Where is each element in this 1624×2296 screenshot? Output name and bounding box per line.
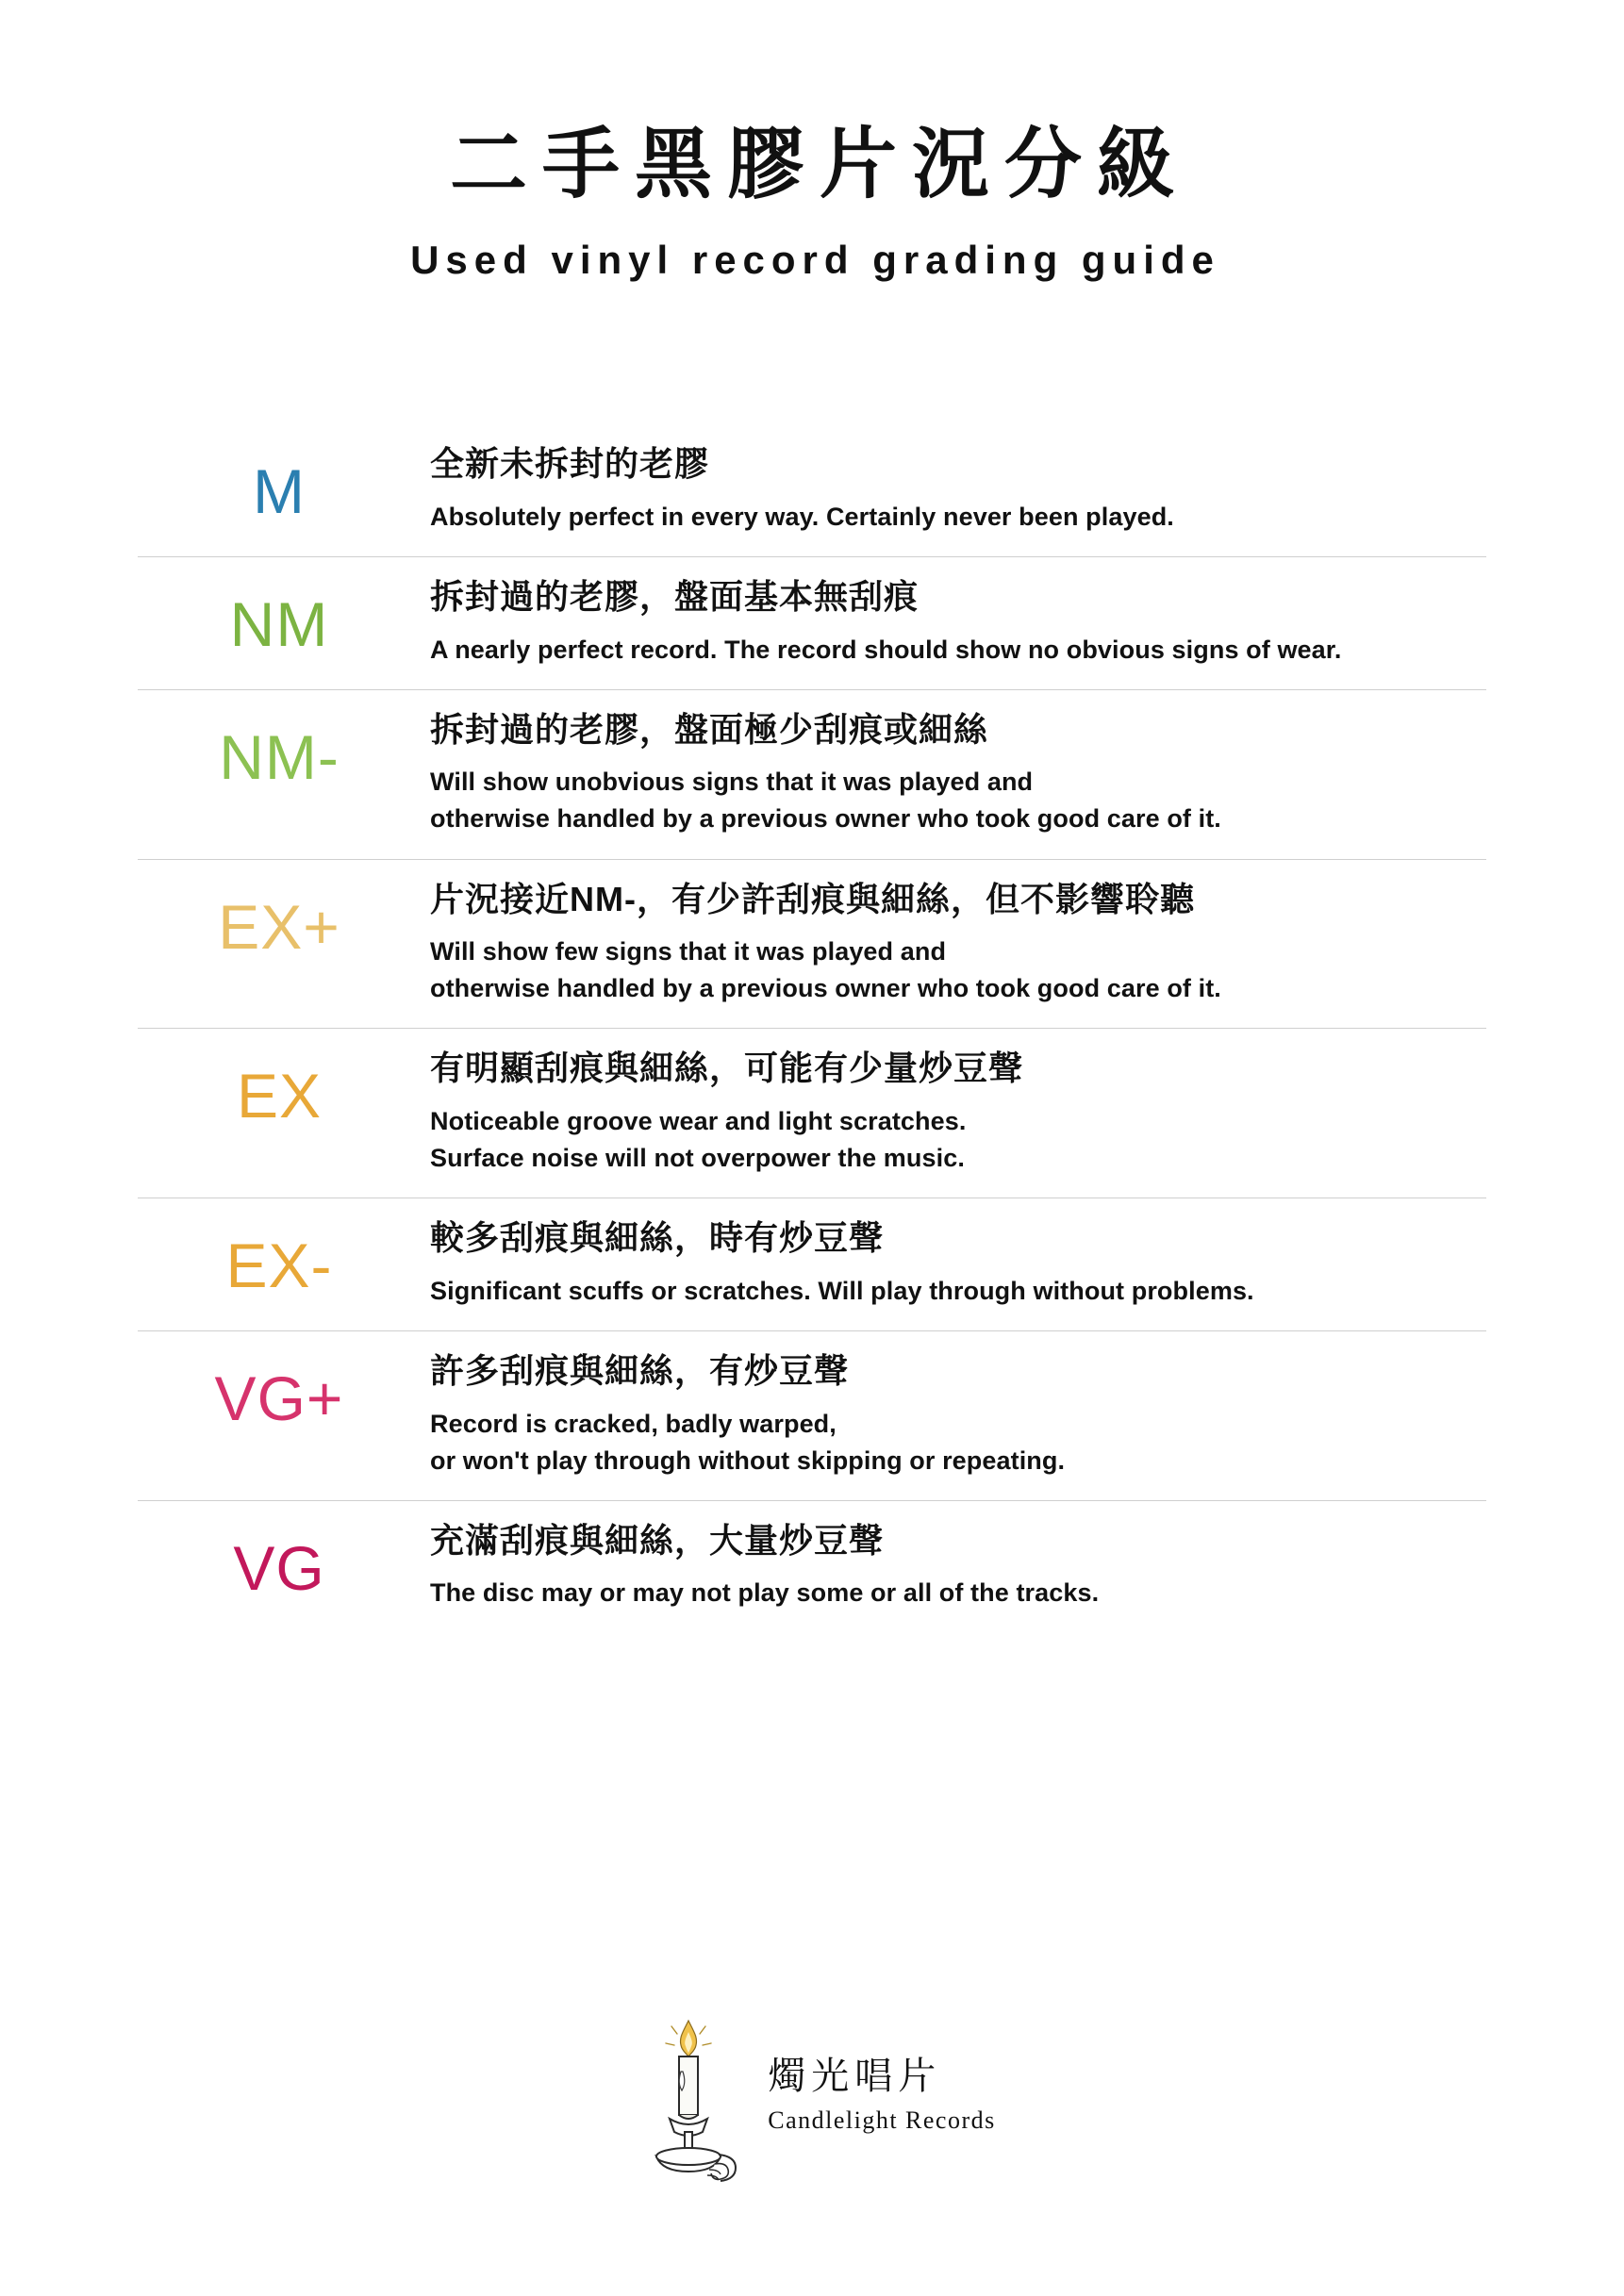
grade-row — [138, 1331, 1486, 1501]
grade-description-en — [430, 1406, 1477, 1479]
page-footer — [0, 2013, 1624, 2192]
grade-description — [421, 1046, 1486, 1177]
grade-code: VG — [233, 1532, 325, 1603]
grade-description-en — [430, 499, 1477, 536]
page-title-zh: 二手黑膠片況分級 — [449, 122, 1189, 207]
page-header — [0, 0, 1624, 283]
grade-description-en-line: Absolutely perfect in every way. Certainly never been played. — [430, 502, 1174, 531]
grade-code: M — [253, 456, 306, 527]
grade-description — [421, 441, 1486, 536]
brand-name-en: Candlelight Records — [768, 2106, 996, 2134]
grade-description-en-line: Significant scuffs or scratches. Will play through without problems. — [430, 1276, 1254, 1305]
grade-description — [421, 877, 1486, 1008]
grade-description-en-line: otherwise handled by a previous owner who took good care of it. — [430, 804, 1221, 834]
grade-description-en-line: otherwise handled by a previous owner who took good care of it. — [430, 974, 1221, 1003]
grade-description-zh: 拆封過的老膠，盤面基本無刮痕 — [430, 576, 920, 616]
grade-description-zh: 充滿刮痕與細絲，大量炒豆聲 — [430, 1520, 885, 1560]
grade-row — [138, 1501, 1486, 1633]
grade-row — [138, 557, 1486, 690]
grade-code: VG+ — [214, 1363, 344, 1434]
brand-name-zh: 燭光唱片 — [768, 2056, 942, 2097]
grades-list — [138, 424, 1486, 1632]
grade-description-en-line: Will show few signs that it was played and — [430, 937, 947, 966]
grade-description-en-line: Noticeable groove wear and light scratches. — [430, 1107, 967, 1135]
grade-description-en-line: Surface noise will not overpower the music. — [430, 1144, 965, 1173]
grade-description-zh: 有明顯刮痕與細絲，可能有少量炒豆聲 — [430, 1049, 1024, 1088]
grade-code: NM — [229, 588, 329, 659]
grade-description-zh: 片況接近NM-，有少許刮痕與細絲，但不影響聆聽 — [430, 879, 1195, 918]
grade-description-en-line: A nearly perfect record. The record should show no obvious signs of wear. — [430, 635, 1342, 664]
grade-description-zh: 全新未拆封的老膠 — [430, 444, 710, 484]
grade-description — [421, 574, 1486, 669]
grade-description-en — [430, 764, 1477, 837]
grade-description-en-line: Record is cracked, badly warped, — [430, 1409, 837, 1438]
grade-description-zh: 許多刮痕與細絲，有炒豆聲 — [430, 1351, 850, 1391]
grade-description-en-line: or won't play through without skipping or repeating. — [430, 1445, 1066, 1475]
grade-description-en-line: Will show unobvious signs that it was played and — [430, 768, 1034, 797]
grade-description-en — [430, 1575, 1477, 1611]
grade-description — [421, 1518, 1486, 1612]
grade-description — [421, 1215, 1486, 1310]
brand-name — [768, 2054, 996, 2152]
grade-description-en-line: The disc may or may not play some or all of the tracks. — [430, 1578, 1100, 1608]
grade-description-en — [430, 933, 1477, 1007]
grade-code: EX+ — [218, 891, 340, 962]
grade-row — [138, 690, 1486, 860]
grade-code: EX — [236, 1061, 323, 1131]
grade-code: EX- — [225, 1231, 333, 1301]
grade-row — [138, 1029, 1486, 1198]
grade-description — [421, 707, 1486, 838]
brand-logo — [628, 2013, 996, 2192]
grade-description-en — [430, 1103, 1477, 1177]
grade-description-zh: 拆封過的老膠，盤面極少刮痕或細絲 — [430, 709, 989, 749]
grade-description — [421, 1348, 1486, 1479]
grade-code: NM- — [219, 721, 340, 792]
page-title-en: Used vinyl record grading guide — [410, 238, 1220, 283]
grade-description-en — [430, 1273, 1477, 1310]
grade-row — [138, 424, 1486, 557]
grade-description-en — [430, 632, 1477, 669]
grade-row — [138, 860, 1486, 1030]
grade-description-zh: 較多刮痕與細絲，時有炒豆聲 — [430, 1218, 885, 1258]
grade-row — [138, 1198, 1486, 1331]
candlestick-icon — [628, 2013, 751, 2192]
